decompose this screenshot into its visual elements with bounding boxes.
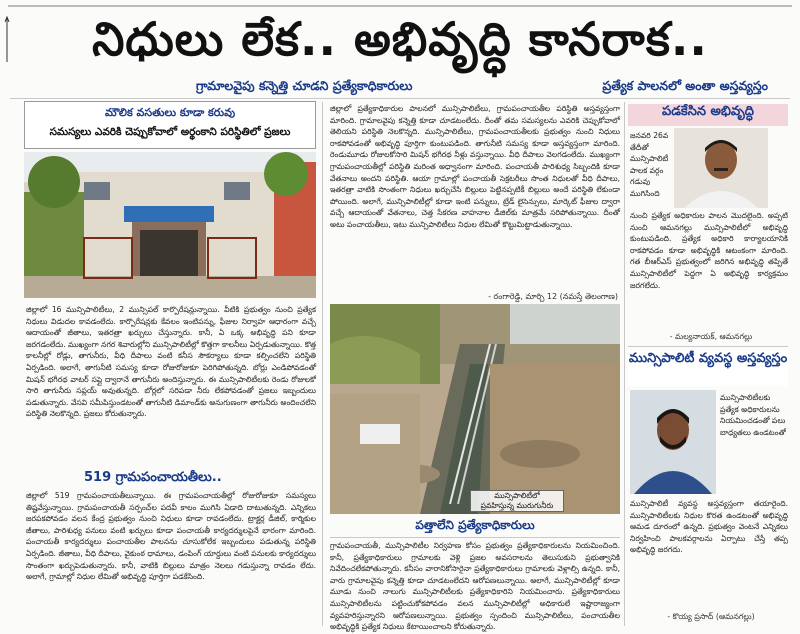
sidebar-bottom-heading: మున్సిపాలిటీ వ్యవస్థ అస్తవ్యస్తం [628,350,788,386]
sidebar-top-portrait [674,128,768,208]
sidebar-top-body: నుంచి ప్రత్యేక అధికారుల పాలన మొదలైంది. అప్పటి నుంచి ఆమనగల్లు మున్సిపాలిటీలో అభివృద్ధి కుంటుపడింది. ప్రత్యేక అధికారి కార్యాలయానికి రాకపోవడం కూడా అభివృద్ధికి ఆటంకంగా మారింది. గత బీఆర్ఎస్ ప్రభుత్వంలో జరిగిన అభివృద్ధి తప్పితే మున్సిపాలిటీలో పెద్దగా ఏ అభివృద్ధి కార్యక్రమం జరగలేదు. [630,211,788,290]
subhead-right: ప్రత్యేక పాలనలో అంతా అస్తవ్యస్తం [602,78,768,93]
kicker-box [24,101,316,149]
sidebar-bottom-credit: - కొయ్య ప్రసాద్ (ఆమనగల్లు) [667,612,755,621]
center-divider [330,537,620,538]
column-divider-right [624,102,625,626]
sidebar-top-heading: పడకేసిన అభివృద్ధి [628,104,788,126]
sidebar-top-portrait-text: జనవరి 26వ తేదీతో మున్సిపాలిటీ పాలక వర్గం గడువు ముగిసింది [630,131,669,198]
left-article-paragraph: జిల్లాలో 16 మున్సిపాలిటీలు, 2 మున్సిపల్ కార్పొరేషన్లున్నాయి. వీటికి ప్రభుత్వం నుంచి ప్రత్యేక నిధులు విడుదల కావడంలేదు. కార్పొరేషన్లకు కేవలం ఇంటిపన్ను, ఫీజుల నిర్వాహ ఆధారంగా వచ్చే ఆదాయంతో జీతాలు, ఇతరత్రా ఖర్చులు చేస్తున్నారు. కానీ, ఏ ఒక్క అభివృద్ధి పని కూడా జరగడంలేదు. ముఖ్యంగా నగర శివారుల్లోని మున్సిపాలిటీల్లో కొత్తగా కాలనీలు ఏర్పడుతున్నాయి. కొత్త కాలనీల్లో రోడ్లు, తాగునీరు, వీధి దీపాలు వంటి కనీస సౌకర్యాలు కూడా కల్పించలేని పరిస్థితి ఏర్పడింది. అలాగే, తాగునీటి సమస్య కూడా రోజురోజుకూ పెరిగిపోతున్నది. బోర్లు ఎండిపోవడంతో మిషన్ భగీరథ వాటర్ సప్లై ద్వారానే తాగునీరు అందిస్తున్నారు. ఈ మున్సిపాలిటీలకు రెండు రోజులకో సారి తాగునీరు సప్లయ్ అవుతున్నది. బోర్లలో సరిపడా నీరు లేకపోవడంతో ప్రజలు ఇబ్బందులు పడుతున్నారు. వేసవి సమీపిస్తుండటంతో తాగునీటి డిమాండ్‌కు అనుగుణంగా తాగునీరు అందించలేని పరిస్థితి నెలకొన్నది. ప్రజలు కోరుతున్నారు. [26,305,316,419]
officials-body: గ్రామపంచాయతీ, మున్సిపాలిటీల నిర్వహణ కోసం ప్రభుత్వం ప్రత్యేకాధికారులను నియమించింది. కానీ, ప్రత్యేకాధికారులు గ్రామాలకు వెళ్లి ప్రజల అవసరాలను తెలుసుకుని ప్రభుత్వానికి నివేదించలేకపోతున్నారు. కనీసం వారానికోసారైనా ప్రత్యేకాధికారులు గ్రామాలకు వెళ్లాల్సి ఉన్నది. కానీ, వారు గ్రామాలవైపు కన్నెత్తి కూడా చూడటంలేదని ఆరోపణలున్నాయి. అలాగే, మున్సిపాలిటీల్లో కూడా మూడు నుంచి నాలుగు మున్సిపాలిటీలకు ప్రత్యేకాధికారిని నియమించారు. ప్రత్యేకాధికారులు మున్సిపాలిటీలను పట్టించుకోకపోవడం వలన మున్సిపాలిటీల్లో అధికారులే ఇష్టారాజ్యంగా వ్యవహరిస్తున్నారని ఆరోపణలున్నాయి. ప్రభుత్వం స్పందించి మున్సిపాలిటీలు, పంచాయతీల అభివృద్ధికి ప్రత్యేక నిధులు కేటాయించాలని కోరుతున్నారు. [330,541,620,632]
sidebar-divider [628,346,788,347]
headline: నిధులు లేక.. అభివృద్ధి కానరాక.. [92,12,708,66]
photo-caption-line-2: ప్రవహిస్తున్న మురుగునీరు [480,501,554,510]
column-divider-left [322,102,323,626]
photo-caption [470,490,564,512]
sewage-photo [330,304,620,514]
subhead-left: గ్రామాలవైపు కన్నెత్తి చూడని ప్రత్యేకాధికారులు [196,78,413,93]
header-divider [10,98,790,99]
officials-heading: పత్తాలేని ప్రత్యేకాధికారులు [415,518,535,532]
dateline: - రంగారెడ్డి, మార్చి 12 (నమస్తే తెలంగాణ) [488,292,618,301]
sidebar-top-credit: - మల్యనాయక్, ఆమనగల్లు [669,332,753,341]
photo-caption-line-1: మున్సిపాలిటీలో [494,491,540,500]
kicker-line-2: సమస్యలు ఎవరికి చెప్పుకోవాలో అర్థంకాని పరిస్థితిలో ప్రజలు [49,126,291,138]
building-photo [24,152,316,298]
sidebar-bottom-body: మున్సిపాలిటీ వ్యవస్థ అస్తవ్యస్తంగా తయారైంది. మున్సిపాలిటీలకు నిధుల కొరత ఉండటంతో అభివృద్ధి ఆమడ దూరంలో ఉన్నది. ప్రభుత్వం వెంటనే ఎన్నికలు నిర్వహించి పాలకవర్గాలను ఏర్పాటు చేస్తే తప్ప అభివృద్ధి జరగదు. [630,499,788,555]
section-519-body: జిల్లాలో 519 గ్రామపంచాయతీలున్నాయి. ఈ గ్రామపంచాయతీల్లో రోజురోజుకూ సమస్యలు తిష్టవేస్తున్నాయి. గ్రామపంచాయతీ సర్పంచ్‌ల పదవీ కాలం ముగిసి ఏడాది దాటుతున్నది. ఎన్నికలు జరపకపోవడం వలన కేంద్ర ప్రభుత్వం నుంచి నిధులు కూడా రావడంలేదు. ట్రాక్టర్ల డీజిల్, కార్మికుల జీతాలు, పారిశుధ్య పనులు వంటి ఖర్చులు కూడా పంచాయతీ కార్యదర్శులపైనే భారంగా మారింది. పంచాయతీ కార్యదర్శులు పంచాయతీల పాలనను చూసుకోలేక ఇబ్బందులు పడుతున్న పరిస్థితి ఏర్పడింది. జీతాలు, వీధి దీపాలు, వైకుంఠ ధామాలు, డంపింగ్ యార్డులు వంటి పనులకు కార్యదర్శులు సొంతంగా ఖర్చుపెడుతున్నారు. కానీ, వాటికి బిల్లులు మాత్రం నెలలు గడుస్తున్నా రావడం లేదు. అలాగే, గ్రామాల్లో నిధుల లేమితో అభివృద్ధి పూర్తిగా పడకేసింది. [26,491,316,582]
sidebar-bottom-portrait-text: మున్సిపాలిటీలకు ప్రత్యేక అధికారులను నియమించడంతో పలు బాధ్యతలు ఉండటంతో [720,393,786,437]
sidebar-bottom-portrait [630,390,716,494]
kicker-line-1: మౌలిక వసతులు కూడా కరువు [104,106,236,119]
section-519-heading: 519 గ్రామపంచాయతీలు.. [84,470,222,485]
page-edge-arrow-icon [4,16,10,64]
left-article-body [26,304,316,466]
center-article-body: జిల్లాలో ప్రత్యేకాధికారుల పాలనలో మున్సిపాలిటీలు, గ్రామపంచాయతీల పరిస్థితి అస్తవ్యస్తంగా మారింది. గ్రామాలవైపు కన్నెత్తి కూడా చూడటంలేదు. దీంతో తమ సమస్యలను ఎవరికి చెప్పుకోవాలో తెలియని పరిస్థితి నెలకొన్నది. మున్సిపాలిటీలు, గ్రామపంచాయతీలకు ప్రభుత్వం నుంచి నిధులు రాకపోవడంతో అభివృద్ధి పూర్తిగా కుంటుపడింది. తాగునీటి సమస్య కూడా అస్తవ్యస్తంగా మారింది. రెండుమూడు రోజులకోసారి మిషన్ భగీరథ నీళ్లు వస్తున్నాయి. వీధి దీపాలు వెలగడంలేదు. ముఖ్యంగా గ్రామపంచాయతీల్లో పరిస్థితి మరింత అధ్వానంగా మారింది. పంచాయతీ పారిశుధ్య సిబ్బందికి కూడా వేతనాలు అందని పరిస్థితి. ఆయా గ్రామాల్లో పంచాయతీ సెక్రటరీలు సొంత నిధులతో వీధి దీపాలు, ఇతరత్రా వాటికి సొంతంగా నిధులు ఖర్చుచేసి బిల్లులు పెట్టినప్పటికీ బిల్లులు అందే పరిస్థితి లేకుండా పోయింది. అలాగే, మున్సిపాలిటీల్లో కూడా ఇంటి పన్నులు, ట్రేడ్ లైసెన్సులు, మార్కెట్ ఫీజుల ద్వారా వచ్చే ఆదాయంతో వేతనాలు, చెత్త సేకరణ వాహనాల డీజిల్‌కు మాత్రమే సరిపోతున్నాయి. దీంతో అటు పంచాయతీలు, ఇటు మున్సిపాలిటీలు నిధుల లేమితో కొట్టుమిట్టాడుతున్నాయి. [330,104,620,229]
top-rule [8,5,792,7]
